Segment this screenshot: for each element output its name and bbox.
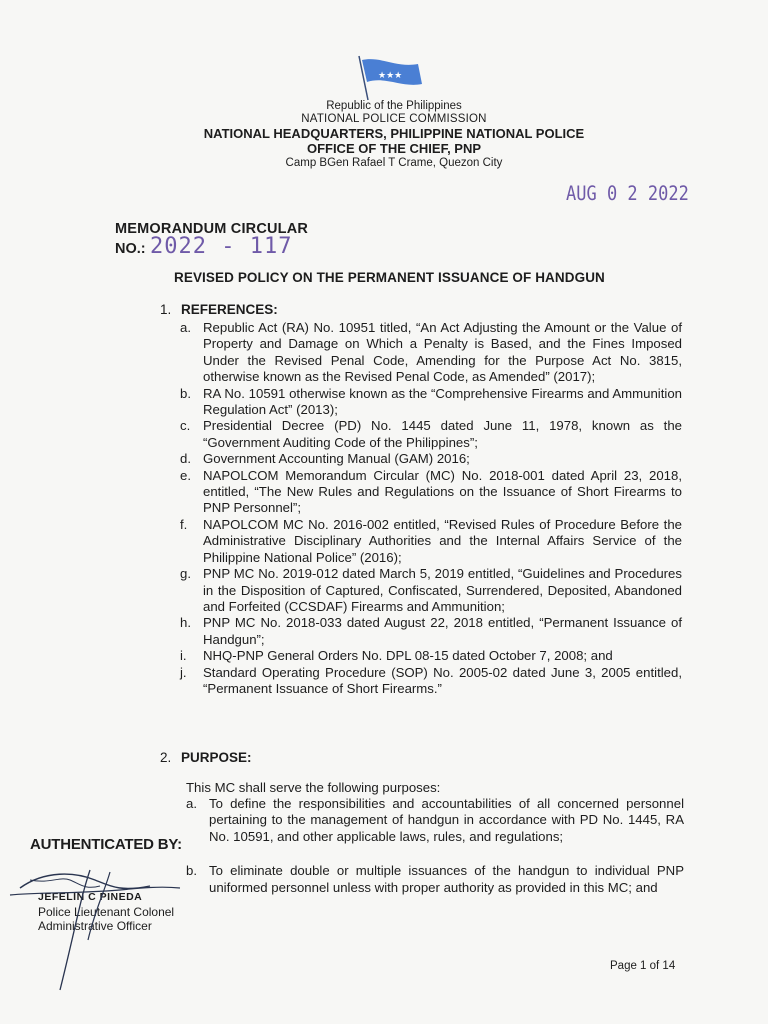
list-item: g. PNP MC No. 2019-012 dated March 5, 2019 entitled, “Guidelines and Procedures in the Disposition of Captured, Confiscated, Surrendered, Deposited, Abandoned and Forfeited (CCSDAF) Firearms and Ammunition; [180,566,682,614]
signatory-name: JEFELIN C PINEDA [38,891,143,903]
signatory-position: Administrative Officer [38,919,152,933]
memo-title: MEMORANDUM CIRCULAR [115,221,309,237]
purpose-list [186,796,684,896]
handwritten-signature [0,850,200,1000]
letterhead-line-1: Republic of the Philippines [326,100,462,112]
list-item: b. RA No. 10591 otherwise known as the “Comprehensive Firearms and Ammunition Regulation Act” (2013); [180,385,682,418]
signatory-rank: Police Lieutenant Colonel [38,905,175,919]
list-item: i. NHQ-PNP General Orders No. DPL 08-15 dated October 7, 2008; and [180,648,613,664]
letterhead [0,100,768,170]
letterhead-line-4: OFFICE OF THE CHIEF, PNP [306,141,482,156]
references-list [180,320,682,697]
date-stamp: AUG 0 2 2022 [566,182,689,206]
memo-number-label: NO.: [115,241,146,257]
list-item: j. Standard Operating Procedure (SOP) No. 2005-02 dated June 3, 2005 entitled, “Permanent Issuance of Short Firearms.” [180,664,682,696]
svg-text:★★★: ★★★ [378,71,403,81]
list-item: a. Republic Act (RA) No. 10951 titled, “An Act Adjusting the Amount or the Value of Property and Damage on Which a Penalty is Based, and the Fines Imposed Under the Revised Penal Code, Amending for the Purpose Act No. 3815, otherwise known as the Revised Penal Code, as Amended” (2017); [180,320,682,385]
list-item: d. Government Accounting Manual (GAM) 2016; [180,451,470,467]
letterhead-line-2: NATIONAL POLICE COMMISSION [301,113,487,125]
authenticated-by-label: AUTHENTICATED BY: [30,836,182,853]
list-item: a. To define the responsibilities and accountabilities of all concerned personnel pertaining to the management of handgun in accordance with PD No. 1445, RA No. 10591, and other applicable laws, rules, and regulations; [186,796,684,844]
page-number: Page 1 of 14 [610,960,676,972]
section-number-purpose: 2. [160,750,172,765]
memo-subject: REVISED POLICY ON THE PERMANENT ISSUANCE OF HANDGUN [174,270,605,285]
letterhead-line-3: NATIONAL HEADQUARTERS, PHILIPPINE NATIONAL POLICE [203,126,585,141]
purpose-intro: This MC shall serve the following purposes: [186,780,441,795]
list-item: f. NAPOLCOM MC No. 2016-002 entitled, “Revised Rules of Procedure Before the Administrative Disciplinary Authorities and the Internal Affairs Service of the Philippine National Police” (2016); [180,516,682,565]
list-item: e. NAPOLCOM Memorandum Circular (MC) No. 2018-001 dated April 23, 2018, entitled, “The New Rules and Regulations on the Issuance of Short Firearms to PNP Personnel”; [180,467,682,516]
memo-number-value: 2022 - 117 [150,234,293,259]
list-item: h. PNP MC No. 2018-033 dated August 22, 2018 entitled, “Permanent Issuance of Handgun”; [180,615,682,647]
list-item: c. Presidential Decree (PD) No. 1445 dated June 11, 1978, known as the “Government Auditing Code of the Philippines”; [180,418,682,450]
pnp-flag-icon [356,54,426,102]
list-item: b. To eliminate double or multiple issuances of the handgun to individual PNP uniformed personnel unless with proper authority as provided in this MC; and [186,863,684,895]
letterhead-line-5: Camp BGen Rafael T Crame, Quezon City [285,157,503,169]
section-heading-purpose: PURPOSE: [181,750,252,765]
section-number-references: 1. [160,302,172,317]
section-heading-references: REFERENCES: [181,302,278,317]
